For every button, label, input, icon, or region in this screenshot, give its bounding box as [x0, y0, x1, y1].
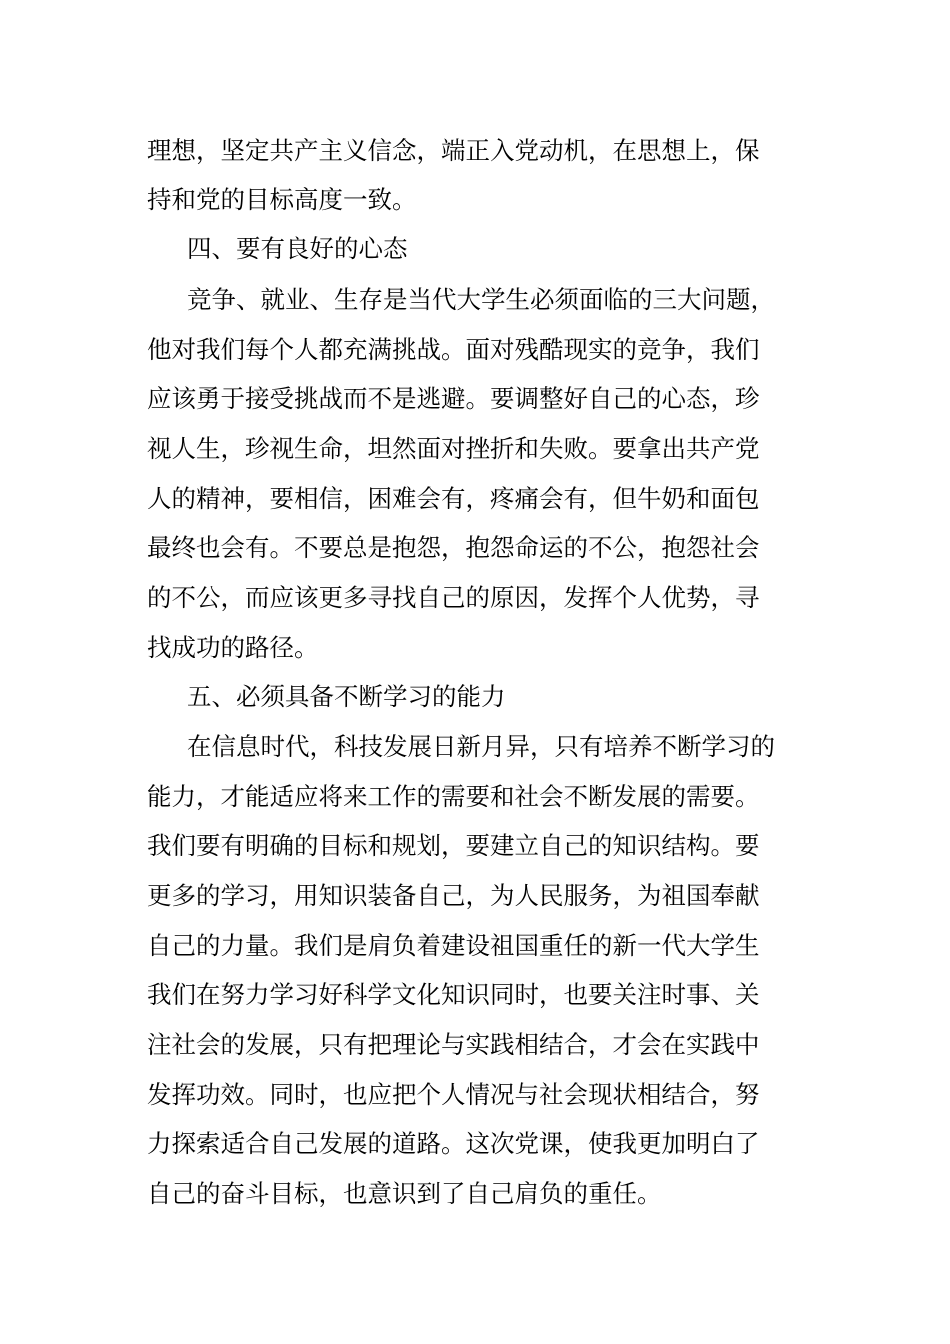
text-line: 他对我们每个人都充满挑战。面对残酷现实的竞争，我们 [147, 335, 760, 364]
text-line: 我们在努力学习好科学文化知识同时，也要关注时事、关 [147, 980, 760, 1009]
text-line: 理想，坚定共产主义信念，端正入党动机，在思想上，保 [147, 136, 760, 165]
text-line: 的不公，而应该更多寻找自己的原因，发挥个人优势，寻 [147, 583, 760, 612]
text-line: 注社会的发展，只有把理论与实践相结合，才会在实践中 [147, 1030, 760, 1059]
text-line: 在信息时代，科技发展日新月异，只有培养不断学习的 [187, 732, 775, 761]
text-line: 能力，才能适应将来工作的需要和社会不断发展的需要。 [147, 782, 760, 811]
text-line: 自己的力量。我们是肩负着建设祖国重任的新一代大学生 [147, 931, 760, 960]
text-line: 应该勇于接受挑战而不是逃避。要调整好自己的心态，珍 [147, 384, 760, 413]
text-line: 更多的学习，用知识装备自己，为人民服务，为祖国奉献 [147, 881, 760, 910]
text-line: 力探索适合自己发展的道路。这次党课，使我更加明白了 [147, 1129, 760, 1158]
text-line: 竞争、就业、生存是当代大学生必须面临的三大问题， [187, 285, 775, 314]
section-heading: 四、要有良好的心态 [187, 234, 408, 263]
text-line: 自己的奋斗目标，也意识到了自己肩负的重任。 [147, 1179, 662, 1208]
text-line: 发挥功效。同时，也应把个人情况与社会现状相结合，努 [147, 1080, 760, 1109]
text-line: 找成功的路径。 [147, 633, 319, 662]
text-line: 最终也会有。不要总是抱怨，抱怨命运的不公，抱怨社会 [147, 533, 760, 562]
text-line: 持和党的目标高度一致。 [147, 185, 417, 214]
text-line: 人的精神，要相信，困难会有，疼痛会有，但牛奶和面包 [147, 484, 760, 513]
section-heading: 五、必须具备不断学习的能力 [187, 682, 506, 711]
text-line: 视人生，珍视生命，坦然面对挫折和失败。要拿出共产党 [147, 434, 760, 463]
text-line: 我们要有明确的目标和规划，要建立自己的知识结构。要 [147, 831, 760, 860]
